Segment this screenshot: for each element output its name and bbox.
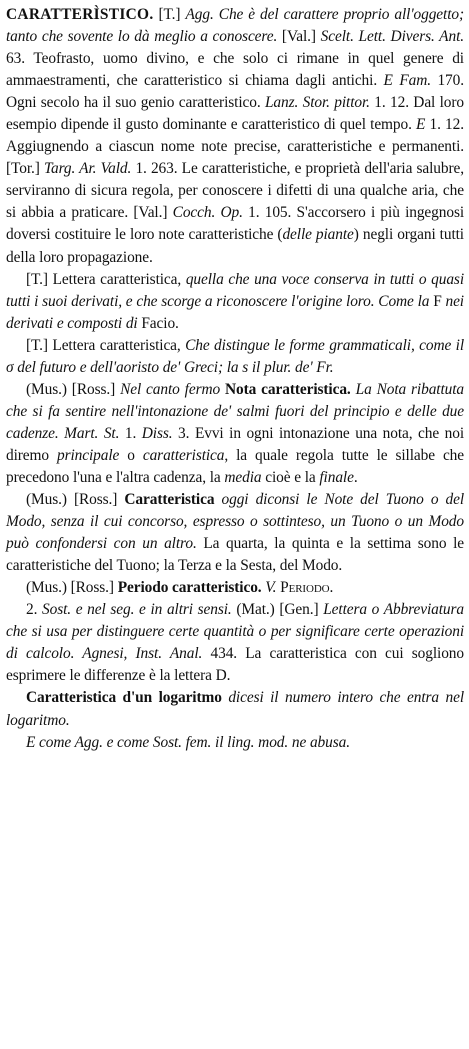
- citation-source: Targ. Ar. Vald.: [43, 160, 132, 178]
- citation-text: ) negli organi tutti della loro propagazione.: [6, 226, 464, 266]
- sense-periodo: [6, 577, 464, 599]
- citation-text: 1. 12. Dal loro esempio dipende il gusto dominante e caratteristico di quel tempo.: [6, 94, 464, 134]
- cross-reference-target: Periodo.: [280, 579, 334, 597]
- citation-text: .: [353, 468, 358, 486]
- sense-definition: Che distingue le forme grammaticali, come il σ del futuro e dell'aoristo de' Greci; la s il plur. de' Fr.: [6, 336, 464, 376]
- dictionary-entry: [6, 4, 464, 754]
- example-word: Facio.: [137, 314, 179, 332]
- source-tag: [Val.]: [277, 28, 321, 46]
- sense-lettera-derivati: [6, 269, 464, 335]
- citation-text: La quarta, la quinta e la settima sono le caratteristiche del Tuono; la Terza e la Sesta, del Modo.: [6, 535, 464, 575]
- citation-emphasis: principale: [57, 446, 120, 464]
- definition-text: Agg. Che è del carattere proprio all'oggetto; tanto che sovente lo dà meglio a conoscere.: [6, 6, 464, 46]
- citation-emphasis: caratteristica: [142, 446, 225, 464]
- sense-label: Sost. e nel seg. e in altri sensi.: [42, 601, 232, 619]
- usage-note-text: E come Agg. e come Sost. fem. il ling. mod. ne abusa.: [26, 733, 350, 751]
- citation-text: 1. 263. Le caratteristiche, e proprietà dell'aria salubre, serviranno di sicura regola, per conoscere i difetti di una qualche aria, che si abbia a praticare. [Val.]: [6, 160, 464, 222]
- cross-reference-marker: V.: [261, 579, 281, 597]
- citation-emphasis: finale: [319, 468, 354, 486]
- source-tag: [T.]: [153, 6, 186, 23]
- citation-source: Lanz. Stor. pittor.: [264, 94, 370, 112]
- sense-context: Nel canto fermo: [120, 380, 221, 398]
- sense-definition: La Nota ribattuta che si fa sentire nell'intonazione de' salmi fuori del principio e delle due cadenze. Mart. St.: [6, 380, 465, 442]
- sense-label: (Mus.) [Ross.]: [26, 491, 125, 509]
- citation-source: Cocch. Op.: [172, 204, 243, 222]
- citation-text: 1. 12. Aggiugnendo a ciascun nome note precise, caratteristiche e permanenti. [Tor.]: [6, 116, 464, 178]
- citation-text: 1. 105. S'accorsero i più ingegnosi doversi costituire le loro note caratteristiche (: [6, 204, 465, 244]
- citation-text: 434. La caratteristica con cui sogliono esprimere le differenze è la lettera D.: [6, 645, 464, 685]
- sense-definition: oggi diconsi le Note del Tuono o del Modo, senza il cui concorso, espresso o sottinteso, un Tuono o un Modo può confondersi con un altro.: [6, 491, 465, 553]
- sense-label: (Mus.) [Ross.]: [26, 380, 121, 398]
- citation-text: cioè e la: [261, 468, 320, 486]
- citation-gloss: delle piante: [282, 226, 354, 244]
- citation-text: , la quale regola tutte le sillabe che precedono l'una e l'altra cadenza, la: [6, 446, 464, 486]
- citation-text: 170. Ogni secolo ha il suo genio caratteristico.: [6, 72, 464, 112]
- sense-note-tuono: [6, 489, 464, 577]
- sense-lettera-grammaticale: [6, 335, 464, 379]
- citation-source: Diss.: [141, 424, 173, 442]
- sense-number: 2.: [26, 601, 43, 619]
- sense-label: [T.] Lettera caratteristica,: [26, 270, 186, 288]
- citation-text: 1.: [119, 424, 142, 442]
- citation-source: E: [416, 116, 426, 134]
- citation-source: E Fam.: [383, 72, 431, 90]
- sense-label: [T.] Lettera caratteristica,: [26, 336, 186, 354]
- citation-text: 3. Evvi in ogni intonazione una nota, che noi diremo: [6, 424, 465, 464]
- source-tag: (Mat.) [Gen.]: [231, 601, 324, 619]
- sense-term: Periodo caratteristico.: [117, 579, 262, 597]
- headword: CARATTERÌSTICO.: [6, 6, 154, 23]
- example-letter: F: [429, 292, 446, 310]
- sense-definition: quella che una voce conserva in tutti o quasi tutti i suoi derivati, e che scorge a riconoscere l'origine loro. Come la: [6, 270, 464, 310]
- sense-definition: nei derivati e composti di: [6, 292, 464, 332]
- sense-definition: dicesi il numero intero che entra nel logaritmo.: [6, 689, 465, 729]
- sense-term: Nota caratteristica.: [220, 380, 356, 398]
- sense-sostantivo: [6, 599, 464, 687]
- citation-source: Scelt. Lett. Divers. Ant.: [320, 28, 465, 46]
- sense-nota-caratteristica: [6, 379, 464, 489]
- citation-text: o: [119, 446, 143, 464]
- sense-logaritmo: [6, 687, 464, 731]
- entry-definition: [6, 4, 464, 269]
- sense-label: (Mus.) [Ross.]: [26, 579, 118, 597]
- citation-emphasis: media: [224, 468, 262, 486]
- sense-term: Caratteristica: [124, 491, 215, 509]
- citation-text: 63. Teofrasto, uomo divino, e che solo ci rimane in quel genere di ammaestramenti, che caratteristico si chiama dagli antichi.: [6, 50, 464, 90]
- sense-definition: Lettera o Abbreviatura che si usa per distinguere certe quantità o per significare certe operazioni di calcolo. Agnesi, Inst. Anal.: [6, 601, 464, 663]
- sense-term: Caratteristica d'un logaritmo: [26, 689, 222, 707]
- usage-note: [6, 732, 464, 754]
